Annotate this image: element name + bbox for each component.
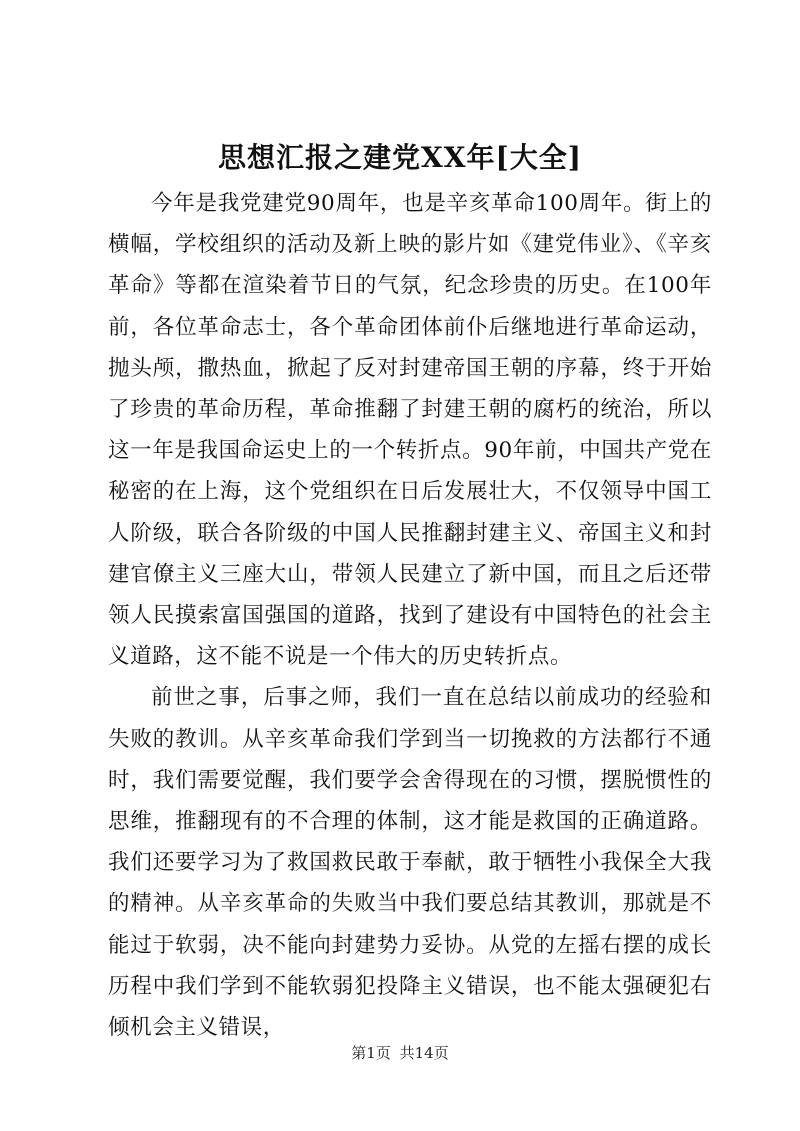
paragraph-2: 前世之事，后事之师，我们一直在总结以前成功的经验和失败的教训。从辛亥革命我们学到当一切挽救的方法都行不通时，我们需要觉醒，我们要学会舍得现在的习惯，摆脱惯性的思维，推翻现有的不合理的体制，这才能是救国的正确道路。我们还要学习为了救国救民敢于奉献，敢于牺牲小我保全大我的精神。从辛亥革命的失败当中我们要总结其教训，那就是不能过于软弱，决不能向封建势力妥协。从党的左摇右摆的成长历程中我们学到不能软弱犯投降主义错误，也不能太强硬犯右倾机会主义错误， (108, 685, 712, 1041)
document-body (108, 183, 712, 1048)
paragraph-1: 今年是我党建党90周年，也是辛亥革命100周年。街上的横幅，学校组织的活动及新上映的影片如《建党伟业》、《辛亥革命》等都在渲染着节日的气氛，纪念珍贵的历史。在100年前，各位革命志士，各个革命团体前仆后继地进行革命运动，抛头颅，撒热血，掀起了反对封建帝国王朝的序幕，终于开始了珍贵的革命历程，革命推翻了封建王朝的腐朽的统治，所以这一年是我国命运史上的一个转折点。90年前，中国共产党在秘密的在上海，这个党组织在日后发展壮大，不仅领导中国工人阶级，联合各阶级的中国人民推翻封建主义、帝国主义和封建官僚主义三座大山，带领人民建立了新中国，而且之后还带领人民摸索富国强国的道路，找到了建设有中国特色的社会主义道路，这不能不说是一个伟大的历史转折点。 (108, 191, 712, 670)
document-title: 思想汇报之建党XX年[大全] (218, 141, 582, 174)
page-footer (0, 1043, 800, 1063)
page-total: 共14页 (399, 1044, 449, 1062)
page-number: 第1页 (351, 1044, 391, 1062)
